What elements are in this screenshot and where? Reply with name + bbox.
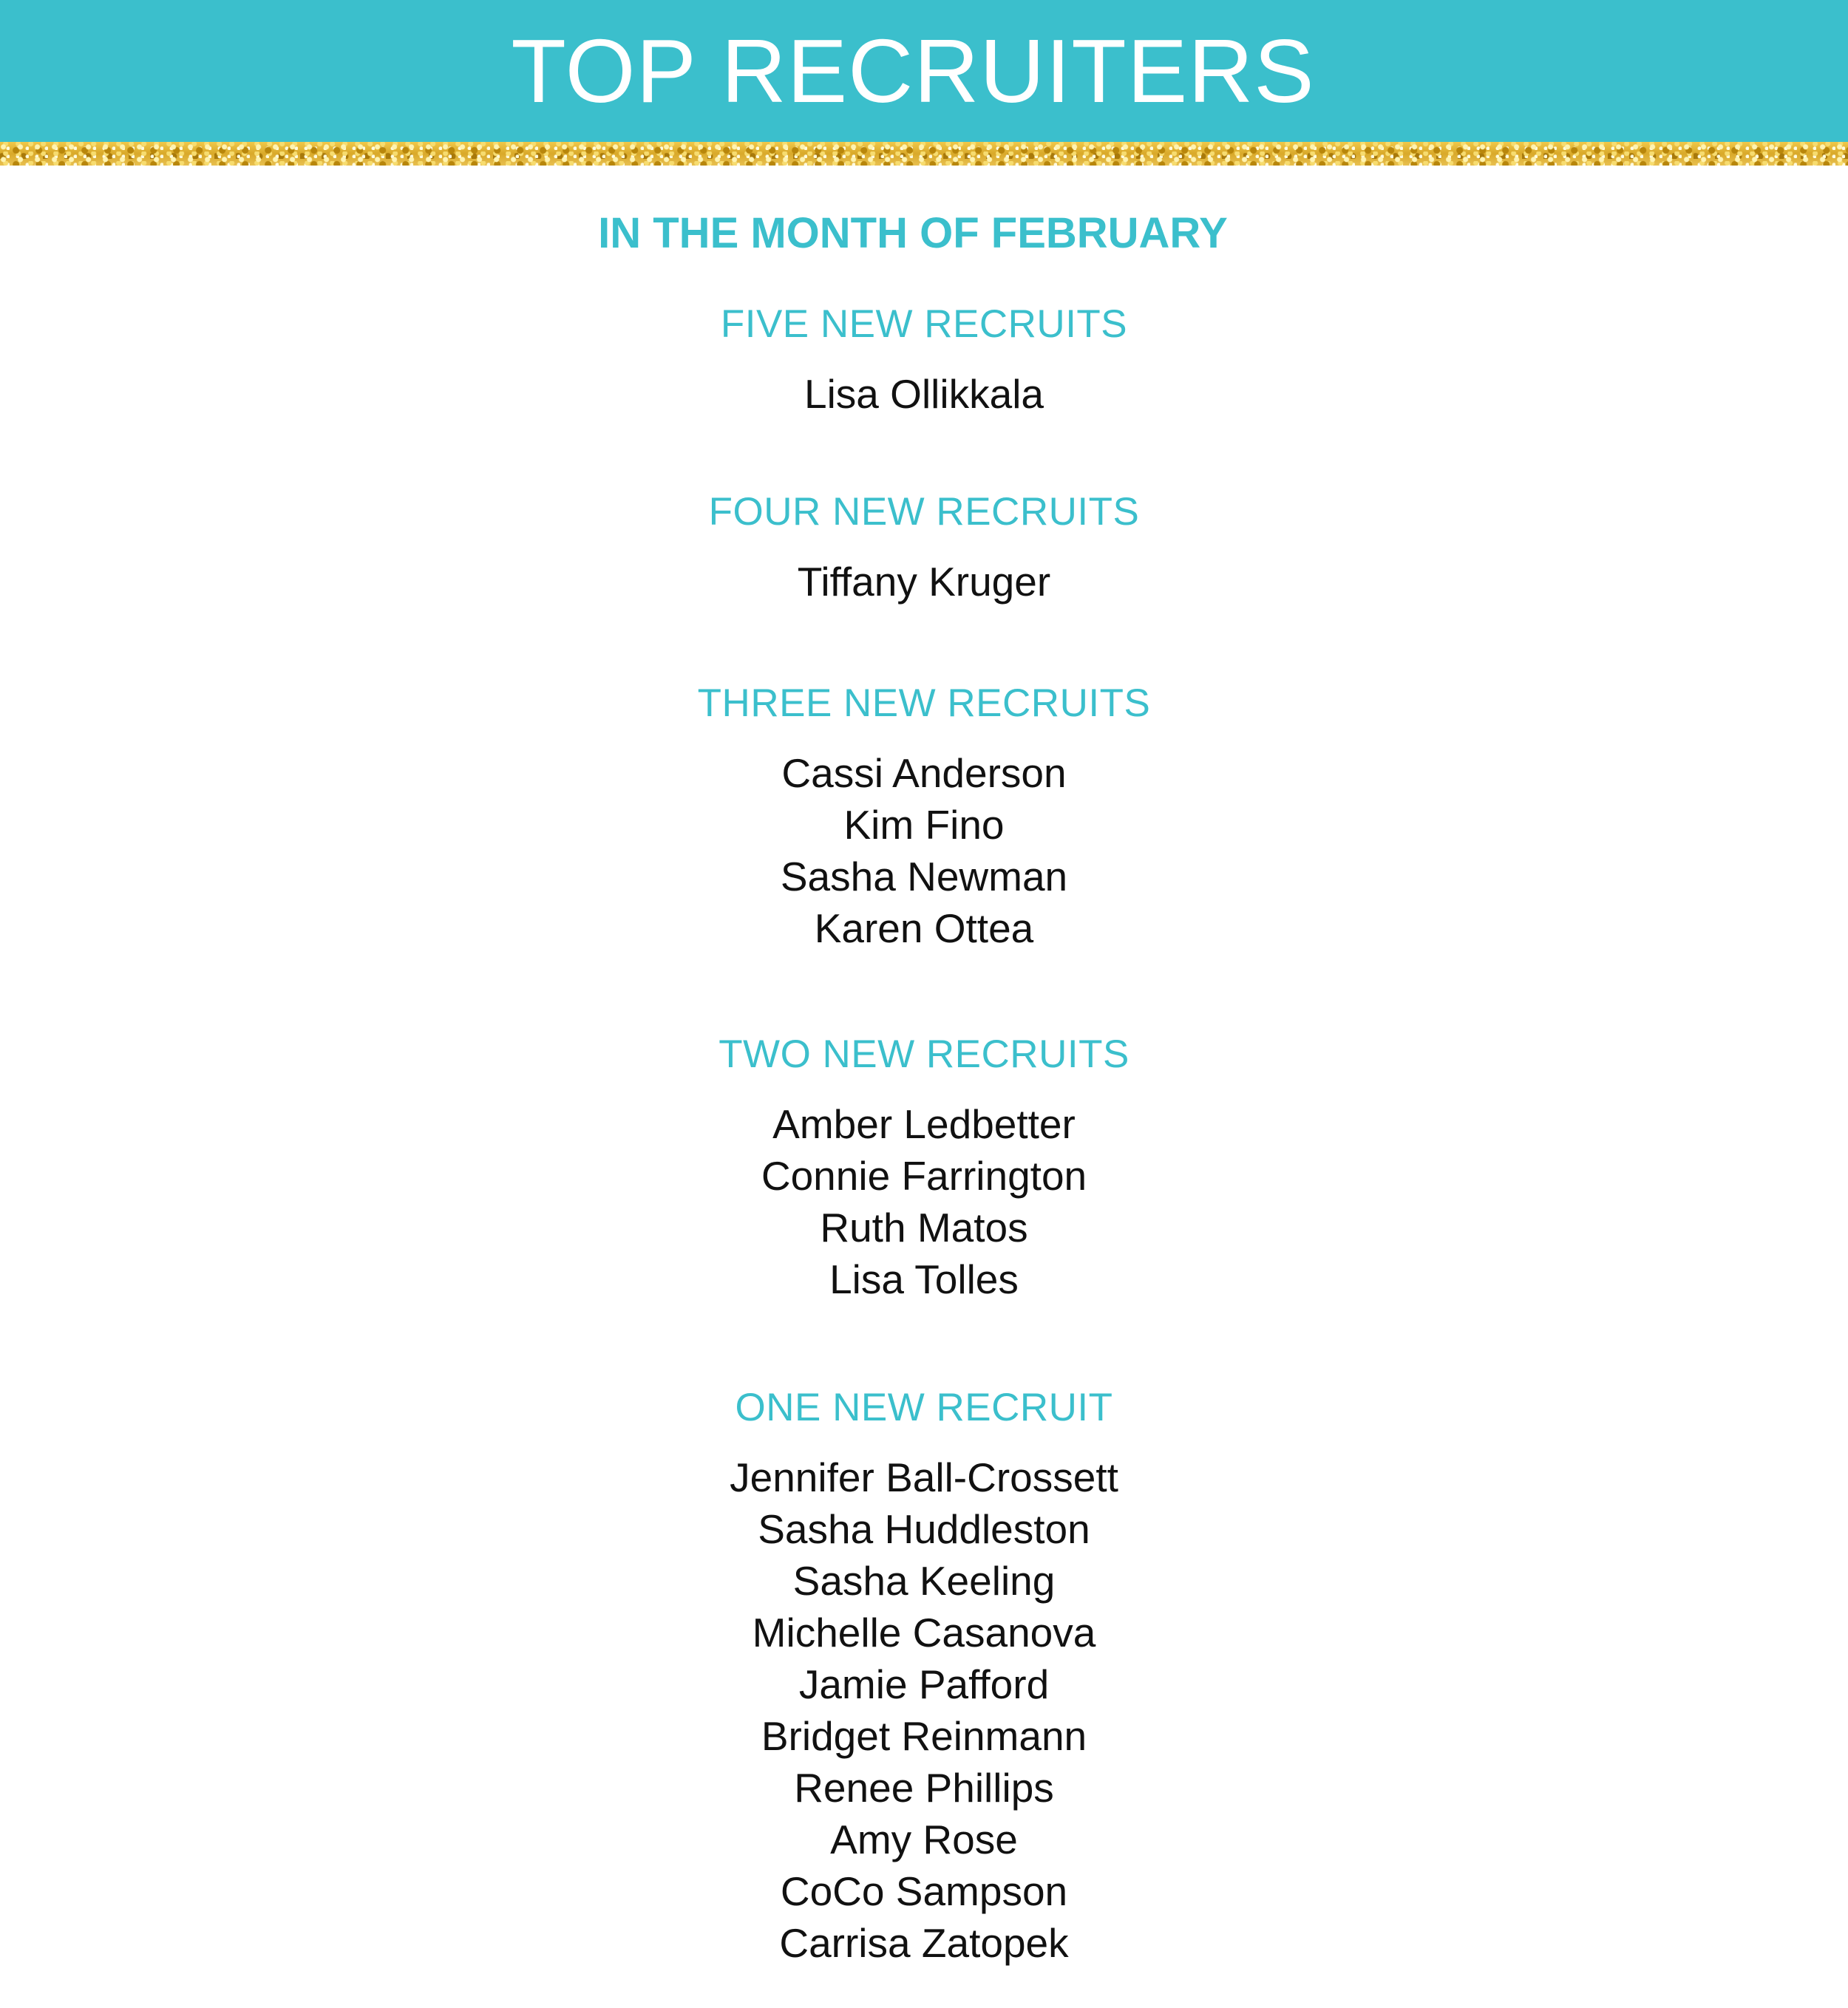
recruiter-name: Jennifer Ball-Crossett bbox=[730, 1454, 1118, 1500]
tier-heading: ONE NEW RECRUIT bbox=[735, 1386, 1113, 1429]
recruiter-name: Amber Ledbetter bbox=[772, 1101, 1076, 1147]
recruiter-name: Carrisa Zatopek bbox=[779, 1920, 1069, 1966]
recruiter-list bbox=[0, 747, 1848, 954]
recruiter-name: CoCo Sampson bbox=[780, 1868, 1068, 1914]
recruiter-name: Lisa Tolles bbox=[829, 1256, 1019, 1302]
gold-glitter-divider bbox=[0, 142, 1848, 166]
recruiter-name: Karen Ottea bbox=[814, 905, 1034, 951]
tier-three-section bbox=[0, 678, 1848, 954]
recruiter-list bbox=[0, 368, 1848, 420]
recruiter-name: Kim Fino bbox=[843, 802, 1005, 848]
tier-one-section bbox=[0, 1382, 1848, 1969]
recruiter-list bbox=[0, 1098, 1848, 1305]
recruiter-name: Bridget Reinmann bbox=[761, 1713, 1087, 1759]
tier-two-section bbox=[0, 1029, 1848, 1305]
recruiter-name: Sasha Newman bbox=[780, 854, 1068, 899]
recruiter-name: Ruth Matos bbox=[820, 1205, 1028, 1250]
month-subtitle: IN THE MONTH OF FEBRUARY bbox=[598, 209, 1228, 257]
recruiter-name: Cassi Anderson bbox=[781, 750, 1067, 796]
recruiter-list bbox=[0, 556, 1848, 607]
recruiter-name: Sasha Huddleston bbox=[758, 1506, 1090, 1552]
recruiter-name: Tiffany Kruger bbox=[797, 559, 1051, 605]
recruiter-name: Connie Farrington bbox=[761, 1153, 1087, 1199]
tier-heading: FOUR NEW RECRUITS bbox=[708, 490, 1140, 534]
recruiter-list bbox=[0, 1451, 1848, 1969]
tier-heading: TWO NEW RECRUITS bbox=[719, 1032, 1129, 1076]
recruiter-name: Amy Rose bbox=[830, 1817, 1018, 1862]
recruiter-name: Michelle Casanova bbox=[752, 1610, 1096, 1655]
recruiter-name: Sasha Keeling bbox=[792, 1558, 1056, 1604]
recruiter-name: Lisa Ollikkala bbox=[804, 371, 1044, 417]
page-title: TOP RECRUITERS bbox=[511, 21, 1315, 121]
tier-heading: FIVE NEW RECRUITS bbox=[720, 302, 1128, 346]
recruiter-name: Jamie Pafford bbox=[798, 1661, 1050, 1707]
tier-four-section bbox=[0, 486, 1848, 607]
header-banner bbox=[0, 0, 1848, 142]
recruiter-name: Renee Phillips bbox=[794, 1765, 1054, 1811]
tier-five-section bbox=[0, 299, 1848, 420]
tier-heading: THREE NEW RECRUITS bbox=[697, 681, 1151, 725]
